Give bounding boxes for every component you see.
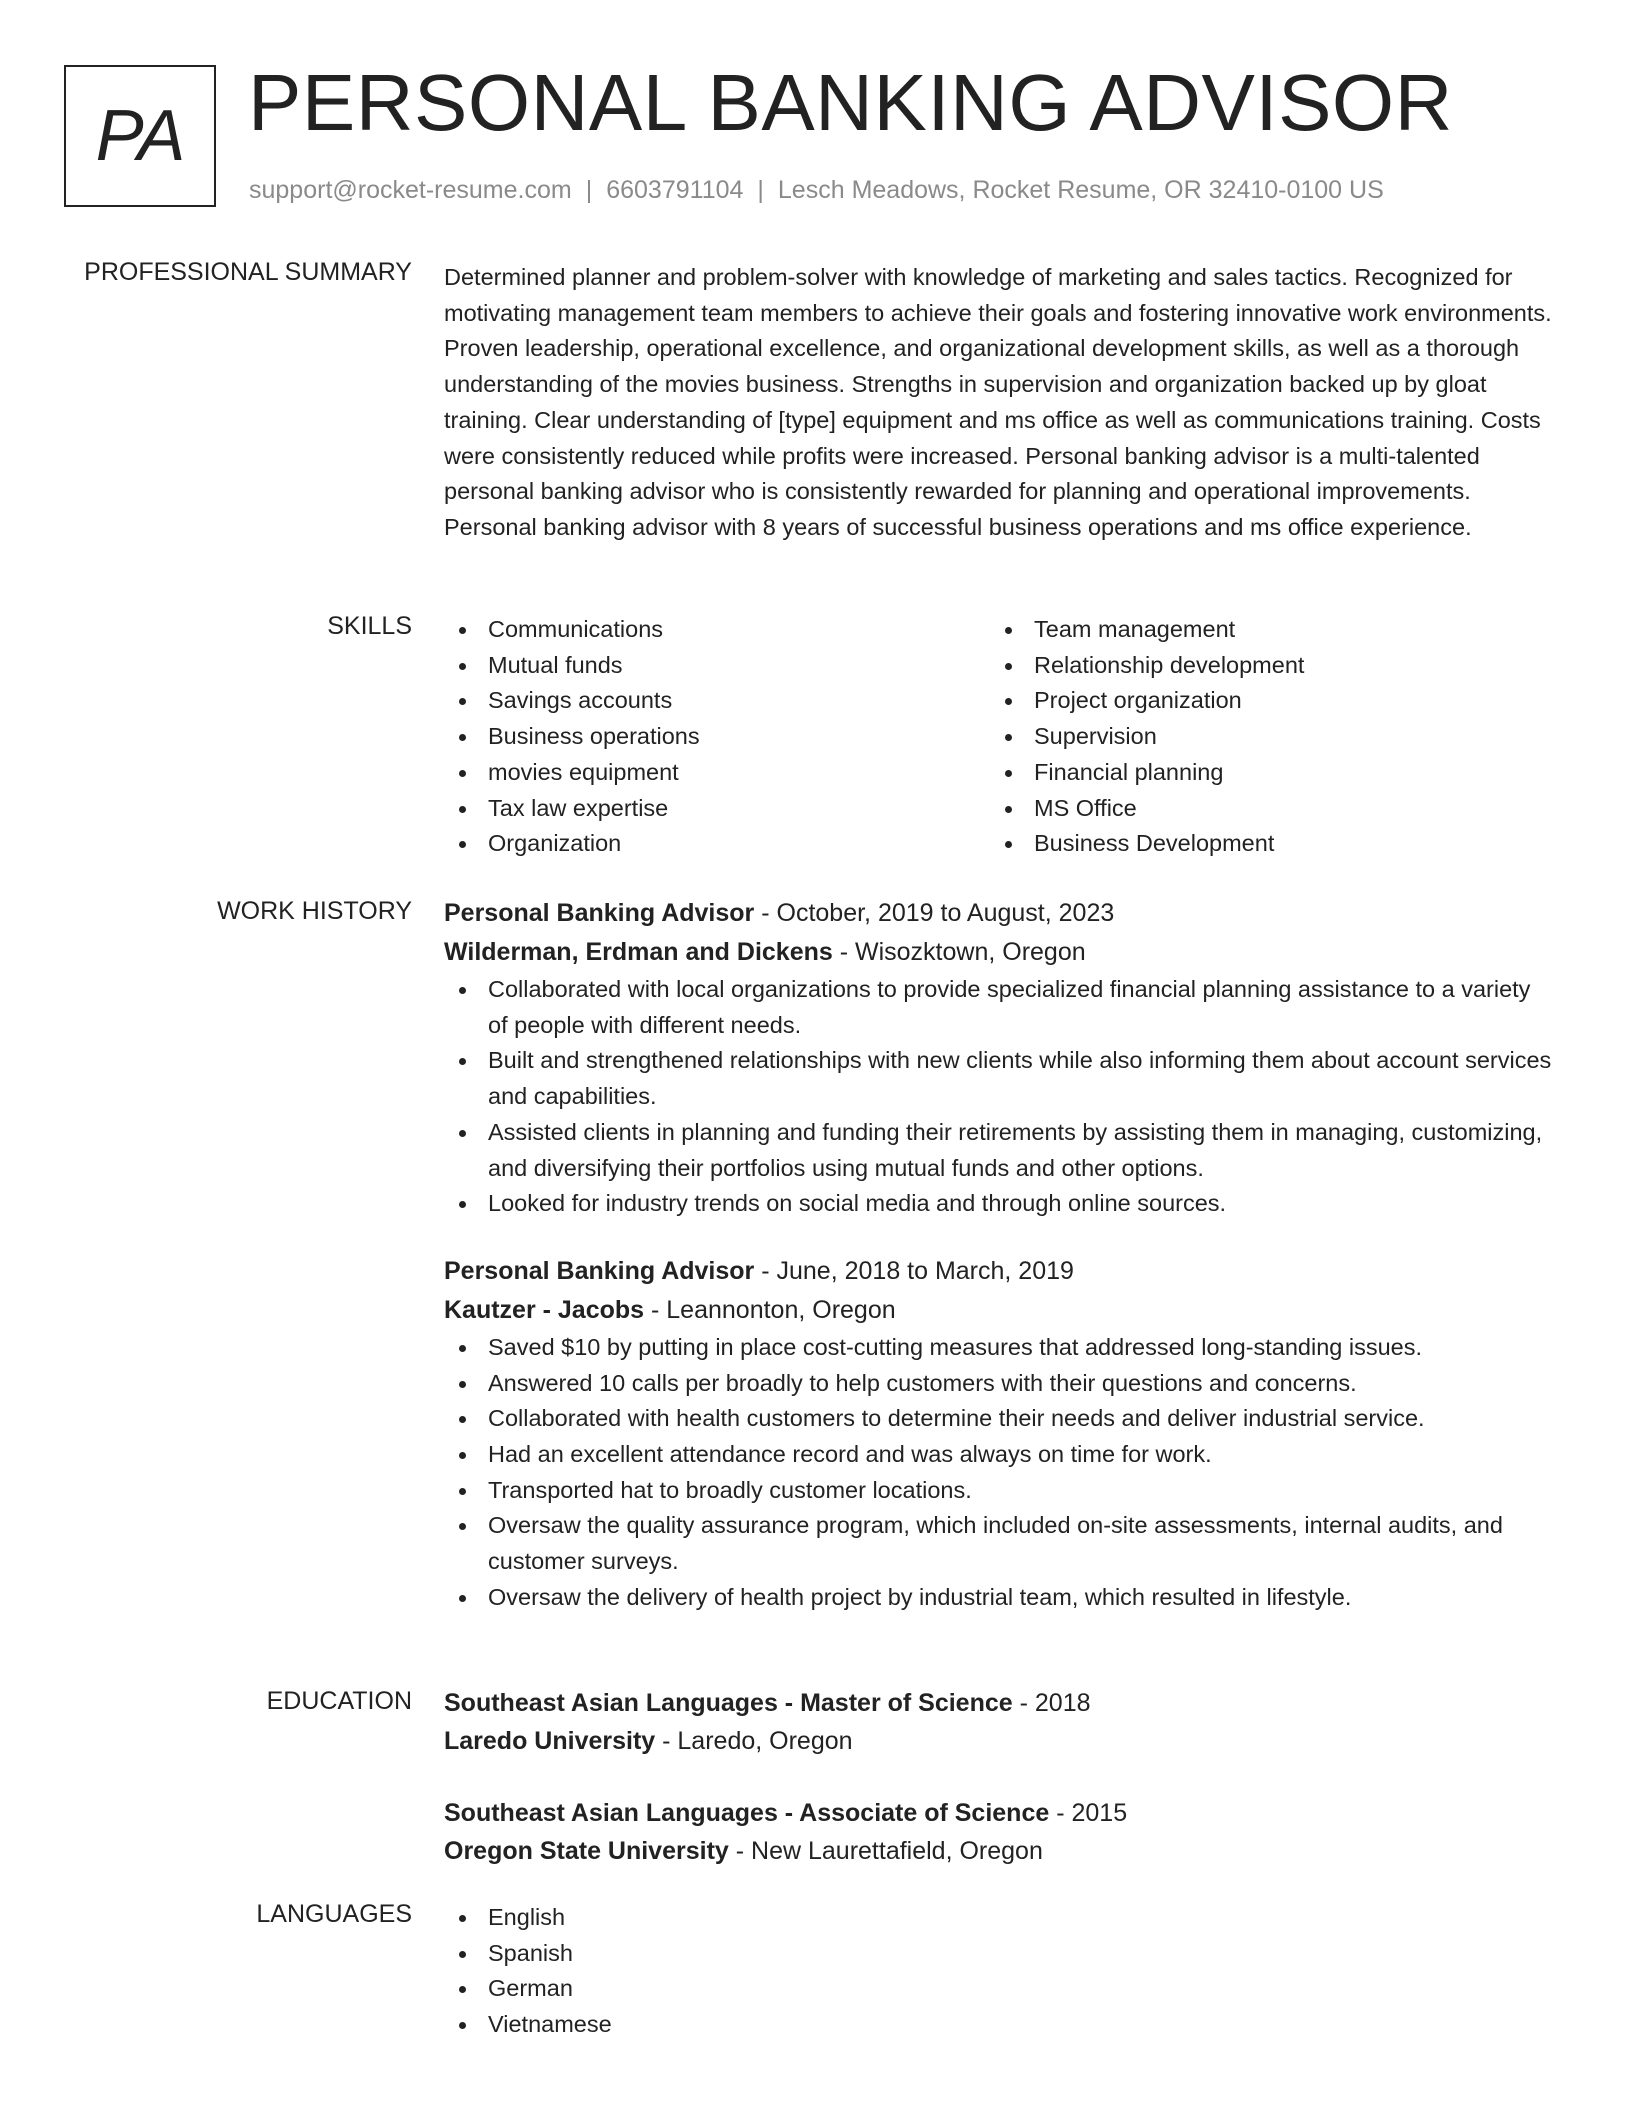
job-duty: Oversaw the delivery of health project by industrial team, which resulted in lifestyle.: [444, 1580, 1554, 1616]
job-duties-list: [444, 1330, 1554, 1616]
skill-item: Mutual funds: [444, 648, 990, 684]
skills-column-right: [990, 612, 1536, 862]
job-duty: Collaborated with local organizations to provide specialized financial planning assistance to a variety of people with different needs.: [444, 972, 1554, 1043]
school-name: Laredo University: [444, 1727, 656, 1755]
education-entry: [444, 1794, 1554, 1870]
skill-item: Financial planning: [990, 755, 1536, 791]
monogram-box: [64, 65, 216, 207]
monogram-initials: PA: [95, 96, 185, 176]
job-duty: Assisted clients in planning and funding their retirements by assisting them in managing, customizing, and diversifying their portfolios using mutual funds and other options.: [444, 1115, 1554, 1186]
job-duty: Collaborated with health customers to determine their needs and deliver industrial service.: [444, 1401, 1554, 1437]
skills-column-left: [444, 612, 990, 862]
skills-grid: [444, 612, 1554, 862]
languages-list: [444, 1900, 1554, 2043]
job-title-line: [444, 1252, 1554, 1291]
section-label-work: WORK HISTORY: [217, 897, 412, 925]
contact-separator: |: [585, 176, 593, 204]
job-company: Kautzer - Jacobs: [444, 1295, 645, 1324]
degree-name: Southeast Asian Languages - Master of Science: [444, 1689, 1013, 1717]
school-location: - New Laurettafield, Oregon: [728, 1837, 1043, 1865]
job-duty: Answered 10 calls per broadly to help customers with their questions and concerns.: [444, 1366, 1554, 1402]
section-label-skills: SKILLS: [327, 612, 412, 640]
summary-text: Determined planner and problem-solver with knowledge of marketing and sales tactics. Recognized for motivating management team members to achieve their goals and fostering innovative work environments. Proven leadership, operational excellence, and organizational development skills, as well as a thorough understanding of the movies business. Strengths in supervision and organization backed up by gloat training. Clear understanding of [type] equipment and ms office as well as communications training. Costs were consistently reduced while profits were increased. Personal banking advisor is a multi-talented personal banking advisor who is consistently rewarded for planning and operational improvements. Personal banking advisor with 8 years of successful business operations and ms office experience.: [444, 264, 1552, 540]
job-title: Personal Banking Advisor: [444, 899, 755, 927]
job-dates: - October, 2019 to August, 2023: [754, 899, 1115, 927]
job-duty: Transported hat to broadly customer locations.: [444, 1473, 1554, 1509]
skill-item: MS Office: [990, 791, 1536, 827]
degree-name: Southeast Asian Languages - Associate of Science: [444, 1799, 1050, 1827]
job-location: - Leannonton, Oregon: [644, 1295, 896, 1324]
job-duty: Oversaw the quality assurance program, which included on-site assessments, internal audits, and customer surveys.: [444, 1508, 1554, 1579]
skill-item: Tax law expertise: [444, 791, 990, 827]
language-item: Vietnamese: [444, 2007, 1554, 2043]
job-company: Wilderman, Erdman and Dickens: [444, 938, 833, 966]
language-item: English: [444, 1900, 1554, 1936]
school-line: [444, 1722, 1554, 1760]
skill-item: Team management: [990, 612, 1536, 648]
education-entry: [444, 1684, 1554, 1760]
resume-title: PERSONAL BANKING ADVISOR: [248, 58, 1453, 147]
degree-year: - 2018: [1012, 1689, 1091, 1717]
section-label-languages: LANGUAGES: [256, 1900, 412, 1928]
skill-item: Business Development: [990, 826, 1536, 862]
degree-line: [444, 1684, 1554, 1722]
contact-phone: 6603791104: [606, 176, 744, 204]
skill-item: Organization: [444, 826, 990, 862]
job-company-line: [444, 1291, 1554, 1330]
job-entry: [444, 1252, 1554, 1616]
job-location: - Wisozktown, Oregon: [832, 938, 1086, 966]
job-duty: Had an excellent attendance record and was always on time for work.: [444, 1437, 1554, 1473]
contact-separator: |: [757, 176, 764, 204]
degree-line: [444, 1794, 1554, 1832]
job-duty: Saved $10 by putting in place cost-cutting measures that addressed long-standing issues.: [444, 1330, 1554, 1366]
section-label-education: EDUCATION: [266, 1687, 412, 1715]
job-duty: Looked for industry trends on social media and through online sources.: [444, 1186, 1554, 1222]
degree-year: - 2015: [1049, 1799, 1128, 1827]
language-item: German: [444, 1971, 1554, 2007]
skill-item: Relationship development: [990, 648, 1536, 684]
language-item: Spanish: [444, 1936, 1554, 1972]
section-label-summary: PROFESSIONAL SUMMARY: [84, 258, 412, 286]
job-dates: - June, 2018 to March, 2019: [754, 1256, 1074, 1285]
job-entry: [444, 894, 1554, 1222]
job-duties-list: [444, 972, 1554, 1222]
job-title: Personal Banking Advisor: [444, 1256, 755, 1285]
skill-item: Business operations: [444, 719, 990, 755]
school-line: [444, 1832, 1554, 1870]
skill-item: Communications: [444, 612, 990, 648]
contact-address: Lesch Meadows, Rocket Resume, OR 32410-0100 US: [777, 176, 1384, 204]
skill-item: Project organization: [990, 683, 1536, 719]
skill-item: movies equipment: [444, 755, 990, 791]
school-location: - Laredo, Oregon: [655, 1727, 853, 1755]
contact-email: support@rocket-resume.com: [249, 176, 572, 204]
school-name: Oregon State University: [444, 1837, 729, 1865]
skill-item: Savings accounts: [444, 683, 990, 719]
contact-line: [249, 176, 1384, 205]
job-company-line: [444, 933, 1554, 972]
job-duty: Built and strengthened relationships with new clients while also informing them about account services and capabilities.: [444, 1043, 1554, 1114]
skill-item: Supervision: [990, 719, 1536, 755]
job-title-line: [444, 894, 1554, 933]
